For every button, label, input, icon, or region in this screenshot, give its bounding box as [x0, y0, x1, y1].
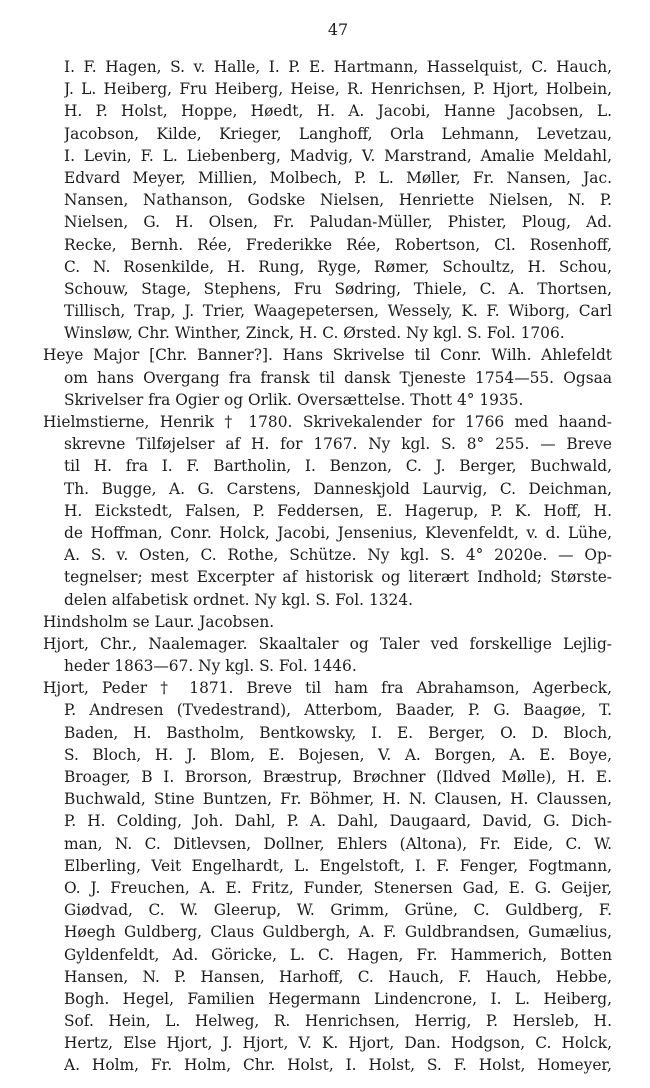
text-line: Hertz, Else Hjort, J. Hjort, V. K. Hjort, Dan. Hodgson, C. Holck,: [64, 1034, 612, 1053]
text-line: Bogh. Hegel, Familien Hegermann Lindencrone, I. L. Heiberg,: [64, 989, 612, 1008]
text-line: O. J. Freuchen, A. E. Fritz, Funder, Stenersen Gad, E. G. Geijer,: [64, 878, 612, 897]
text-line: P. H. Colding, Joh. Dahl, P. A. Dahl, Daugaard, David, G. Dich-: [64, 812, 612, 831]
text-line: heder 1863—67. Ny kgl. S. Fol. 1446.: [64, 657, 357, 676]
text-line: Hansen, N. P. Hansen, Harhoff, C. Hauch, F. Hauch, Hebbe,: [64, 967, 612, 986]
text-line: Sof. Hein, L. Helweg, R. Henrichsen, Herrig, P. Hersleb, H.: [64, 1012, 612, 1031]
entry-heading-line: Hjort, Peder † 1871. Breve til ham fra Abrahamson, Agerbeck,: [43, 679, 612, 698]
text-line: H. P. Holst, Hoppe, Høedt, H. A. Jacobi, Hanne Jacobsen, L.: [64, 102, 612, 121]
text-line: delen alfabetisk ordnet. Ny kgl. S. Fol. 1324.: [64, 590, 414, 609]
text-line: Nansen, Nathanson, Godske Nielsen, Henriette Nielsen, N. P.: [64, 191, 612, 210]
text-line: Gyldenfeldt, Ad. Göricke, L. C. Hagen, Fr. Hammerich, Botten: [64, 945, 612, 964]
text-line: Winsløw, Chr. Winther, Zinck, H. C. Ørsted. Ny kgl. S. Fol. 1706.: [64, 324, 565, 343]
text-line: om hans Overgang fra fransk til dansk Tjeneste 1754—55. Ogsaa: [64, 368, 612, 387]
text-line: J. L. Heiberg, Fru Heiberg, Heise, R. Henrichsen, P. Hjort, Holbein,: [64, 80, 612, 99]
text-line: Recke, Bernh. Rée, Frederikke Rée, Robertson, Cl. Rosenhoff,: [64, 235, 612, 254]
page-number: 47: [327, 20, 349, 39]
text-line: Buchwald, Stine Buntzen, Fr. Böhmer, H. N. Clausen, H. Claussen,: [64, 790, 612, 809]
text-line: man, N. C. Ditlevsen, Dollner, Ehlers (Altona), Fr. Eide, C. W.: [64, 834, 612, 853]
text-line: S. Bloch, H. J. Blom, E. Bojesen, V. A. Borgen, A. E. Boye,: [64, 745, 612, 764]
text-line: skrevne Tilføjelser af H. for 1767. Ny kgl. S. 8° 255. — Breve: [64, 435, 612, 454]
text-line: I. F. Hagen, S. v. Halle, I. P. E. Hartmann, Hasselquist, C. Hauch,: [64, 58, 612, 76]
text-line: de Hoffman, Conr. Holck, Jacobi, Jensenius, Klevenfeldt, v. d. Lühe,: [64, 523, 612, 542]
text-line: Elberling, Veit Engelhardt, L. Engelstoft, I. F. Fenger, Fogtmann,: [64, 856, 612, 875]
text-line: I. Levin, F. L. Liebenberg, Madvig, V. Marstrand, Amalie Meldahl,: [64, 146, 612, 165]
catalog-text: [43, 56, 612, 1077]
text-line: Edvard Meyer, Millien, Molbech, P. L. Møller, Fr. Nansen, Jac.: [64, 168, 612, 187]
text-line: Th. Bugge, A. G. Carstens, Danneskjold Laurvig, C. Deichman,: [64, 479, 612, 498]
text-line: H. Eickstedt, Falsen, P. Feddersen, E. Hagerup, P. K. Hoff, H.: [64, 501, 612, 520]
text-line: P. Andresen (Tvedestrand), Atterbom, Baader, P. G. Baagøe, T.: [64, 701, 612, 720]
entry-heading-line: Heye Major [Chr. Banner?]. Hans Skrivelse til Conr. Wilh. Ahlefeldt: [43, 346, 612, 365]
text-line: til H. fra I. F. Bartholin, I. Benzon, C. J. Berger, Buchwald,: [64, 457, 612, 476]
entry-heading-line: Hjort, Chr., Naalemager. Skaaltaler og Taler ved forskellige Lejlig-: [43, 634, 612, 653]
text-line: Jacobson, Kilde, Krieger, Langhoff, Orla Lehmann, Levetzau,: [64, 124, 612, 143]
text-line: Skrivelser fra Ogier og Orlik. Oversættelse. Thott 4° 1935.: [64, 390, 524, 409]
text-line: tegnelser; mest Excerpter af historisk og literært Indhold; Største-: [64, 568, 612, 587]
text-line: C. N. Rosenkilde, H. Rung, Ryge, Rømer, Schoultz, H. Schou,: [64, 257, 612, 276]
text-line: Høegh Guldberg, Claus Guldbergh, A. F. Guldbrandsen, Gumælius,: [64, 923, 612, 942]
text-line: Schouw, Stage, Stephens, Fru Sødring, Thiele, C. A. Thortsen,: [64, 279, 612, 298]
text-line: Baden, H. Bastholm, Bentkowsky, I. E. Berger, O. D. Bloch,: [64, 723, 612, 742]
text-line: Tillisch, Trap, J. Trier, Waagepetersen, Wessely, K. F. Wiborg, Carl: [64, 302, 612, 321]
entry-heading-line: Hielmstierne, Henrik † 1780. Skrivekalender for 1766 med haand-: [43, 413, 612, 431]
text-line: Giødvad, C. W. Gleerup, W. Grimm, Grüne, C. Guldberg, F.: [64, 901, 612, 920]
entry-heading-line: Hindsholm se Laur. Jacobsen.: [43, 612, 275, 631]
text-line: Broager, B I. Brorson, Bræstrup, Brøchner (Ildved Mølle), H. E.: [64, 768, 612, 786]
text-line: A. S. v. Osten, C. Rothe, Schütze. Ny kgl. S. 4° 2020e. — Op-: [64, 546, 612, 565]
text-line: Nielsen, G. H. Olsen, Fr. Paludan-Müller, Phister, Ploug, Ad.: [64, 213, 612, 232]
text-line: A. Holm, Fr. Holm, Chr. Holst, I. Holst, S. F. Holst, Homeyer,: [64, 1056, 612, 1075]
